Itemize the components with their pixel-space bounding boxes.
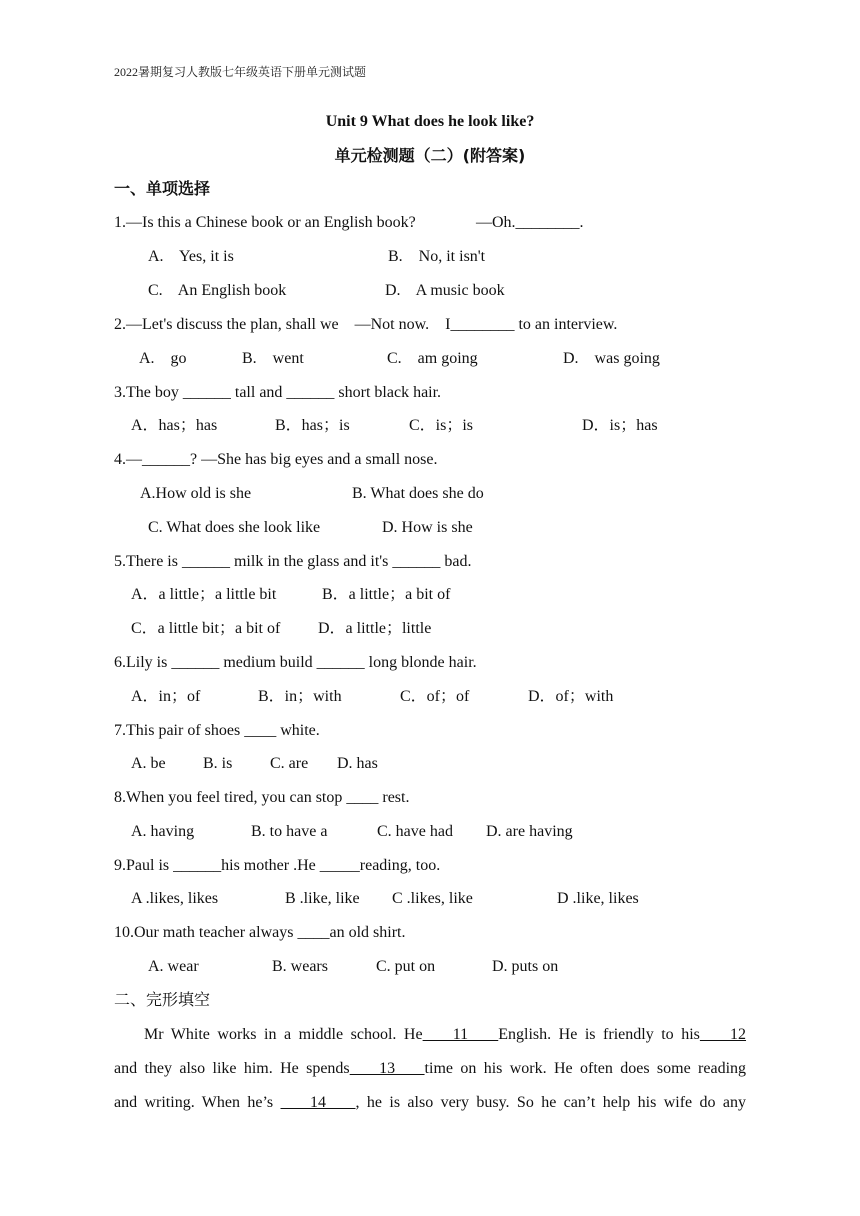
cloze-line-3: and writing. When he’s 14 , he is also very busy. So he can’t help his wife do any — [114, 1094, 746, 1111]
question-4-stem: 4.—______? —She has big eyes and a small nose. — [114, 451, 438, 468]
question-3-option-b: B．has；is — [275, 417, 350, 434]
page-subtitle: 单元检测题（二）(附答案) — [334, 146, 526, 165]
question-10-option-d: D. puts on — [492, 958, 559, 975]
question-2-option-d: D. was going — [563, 350, 660, 367]
question-9-option-d: D .like, likes — [557, 890, 639, 907]
cloze-line-2: and they also like him. He spends 13 time on his work. He often does some reading — [114, 1060, 747, 1077]
question-4-option-b: B. What does she do — [352, 485, 484, 502]
question-7-option-d: D. has — [337, 755, 378, 772]
question-9-option-a: A .likes, likes — [131, 890, 219, 907]
question-1-option-c: C. An English book — [148, 282, 287, 299]
cloze-line-1: Mr White works in a middle school. He 11 English. He is friendly to his 12 — [144, 1026, 747, 1043]
question-3-stem: 3.The boy ______ tall and ______ short black hair. — [114, 384, 442, 401]
question-2-stem: 2.—Let's discuss the plan, shall we —Not now. I________ to an interview. — [114, 316, 618, 333]
question-9-option-c: C .likes, like — [392, 890, 473, 907]
question-10-option-a: A. wear — [148, 958, 199, 975]
question-3-option-c: C．is；is — [409, 417, 474, 434]
question-2-option-c: C. am going — [387, 350, 478, 367]
question-4-option-c: C. What does she look like — [148, 519, 321, 536]
question-10-option-c: C. put on — [376, 958, 436, 975]
question-4-option-a: A.How old is she — [140, 485, 252, 502]
section-heading-cloze: 二、完形填空 — [114, 990, 211, 1009]
question-8-option-c: C. have had — [377, 823, 453, 840]
question-3-option-a: A．has；has — [131, 417, 218, 434]
question-5-option-d: D．a little；little — [318, 620, 432, 637]
page-header: 2022暑期复习人教版七年级英语下册单元测试题 — [114, 65, 367, 79]
question-6-option-a: A．in；of — [131, 688, 201, 705]
question-8-option-d: D. are having — [486, 823, 573, 840]
question-6-option-d: D．of；with — [528, 688, 614, 705]
question-7-option-c: C. are — [270, 755, 309, 772]
question-8-option-b: B. to have a — [251, 823, 328, 840]
cloze-blank-14: 14 — [280, 1094, 356, 1111]
question-7-option-b: B. is — [203, 755, 233, 772]
question-6-option-b: B．in；with — [258, 688, 342, 705]
question-1-stem: 1.—Is this a Chinese book or an English book? — [114, 214, 416, 231]
question-5-option-c: C．a little bit；a bit of — [131, 620, 281, 637]
question-10-option-b: B. wears — [272, 958, 328, 975]
question-10-stem: 10.Our math teacher always ____an old shirt. — [114, 924, 406, 941]
page-title: Unit 9 What does he look like? — [325, 113, 535, 130]
question-2-option-a: A. go — [139, 350, 187, 367]
cloze-blank-12: 12 — [699, 1026, 747, 1043]
question-9-stem: 9.Paul is ______his mother .He _____reading, too. — [114, 857, 441, 874]
question-1-option-a: A. Yes, it is — [148, 248, 234, 265]
question-6-stem: 6.Lily is ______ medium build ______ long blonde hair. — [114, 654, 477, 671]
question-5-option-a: A．a little；a little bit — [131, 586, 277, 603]
cloze-blank-11: 11 — [422, 1026, 499, 1043]
cloze-blank-13: 13 — [349, 1060, 425, 1077]
question-9-option-b: B .like, like — [285, 890, 360, 907]
section-heading-single-choice: 一、单项选择 — [114, 179, 211, 198]
question-2-option-b: B. went — [242, 350, 304, 367]
question-5-stem: 5.There is ______ milk in the glass and it's ______ bad. — [114, 553, 472, 570]
question-1-stem-reply: —Oh.________. — [476, 214, 584, 231]
question-6-option-c: C．of；of — [400, 688, 470, 705]
question-8-stem: 8.When you feel tired, you can stop ____ rest. — [114, 789, 410, 806]
question-1-option-d: D. A music book — [385, 282, 505, 299]
question-3-option-d: D．is；has — [582, 417, 658, 434]
question-7-stem: 7.This pair of shoes ____ white. — [114, 722, 320, 739]
question-5-option-b: B．a little；a bit of — [322, 586, 451, 603]
question-1-option-b: B. No, it isn't — [388, 248, 486, 265]
question-4-option-d: D. How is she — [382, 519, 473, 536]
question-8-option-a: A. having — [131, 823, 195, 840]
question-7-option-a: A. be — [131, 755, 166, 772]
